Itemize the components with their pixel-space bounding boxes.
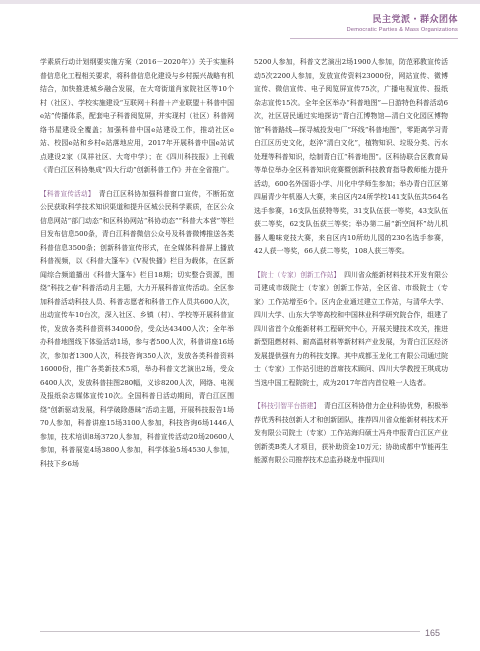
running-header [347, 12, 458, 33]
section-body: 青白江区科协借力企业科协优势，积极举荐优秀科技创新人才和创新团队，推荐四川省众能新材料技术开发有限公司院士（专家）工作站海归硕士冯舟申报青白江区产业创新类B类人才项目，获补助资金10万元；协助成都中节能再生能源有限公司推荐技术总监孙晓龙申报四川 [254, 402, 449, 464]
paragraph: 学素质行动计划纲要实施方案（2016－2020年）》关于实施科普信息化工程相关要求，将科普信息化建设与乡村振兴战略有机结合，加快推进城乡融合发展，在大弯街道肖家院社区等10个村（社区）、学校实施建设“互联网＋科普＋产业联盟＋科普中国e站”传播体系，配套电子科普阅览屏，并实现村（社区）科普网络书屋建设全覆盖；加强科普中国e站建设工作，推动社区e站、校园e站和乡村e站落地应用，2017年开展科普中国e站试点建设2家（凤祥社区、大弯中学）；在《四川科技报》上刊载《青白江区科协集成“四大行动”创新科普工作》并在全省推广。 [40, 58, 234, 174]
right-column [254, 56, 448, 468]
header-divider [290, 38, 458, 39]
section-heading: 【院士（专家）创新工作站】 [254, 270, 341, 279]
section-title: 民主党派・群众团体 [372, 15, 458, 25]
section-academician-workstation [254, 269, 448, 391]
section-body: 青白江区科协加强科普窗口宣传，不断拓宽公民获取科学技术知识渠道和提升区城公民科学素质，在区公众信息网站“部门动态”和区科协网站“科协动态”“科普大本营”等栏目发布信息500条，青白江科普微信公众号及科普微博推送各类科普信息3500条；创新科普宣传形式，在全媒体科普屏上播放科普视频，以《科普大篷车》《V视快播》栏目为载体，在区新闻综合频道播出《科普大篷车》栏目18期；切实整合资源，围绕“科技之春”科普活动月主题，大力开展科普宣传活动。全区参加科普活动科技人员、科普志愿者和科普工作人员共600人次，出动宣传车10台次，深入社区、乡镇（村）、学校等开展科普宣传，发放各类科普资料34000份，受众达43400人次；全年举办科普地图线下体验活动1场，参与者500人次，科普讲座16场次，参加者1300人次，科技咨询350人次，发放各类科普资料16000份，推广各类新技术5项，举办科普文艺演出2场，受众6400人次，发放科普挂图280幅，义诊8200人次，网络、电视及报纸杂志媒体宣传10次。全国科普日活动期间，青白江区围绕“创新驱动发展，科学破除愚昧”活动主题，开展科技报告1场70人参加，科普讲座15场3100人参加，科技咨询6场1446人参加，技术培训8场3720人参加，科普宣传活动20场20600人参加，科普展览4场3800人参加，科学体验5场4530人参加，科技下乡6场 [40, 189, 235, 468]
left-column [40, 56, 234, 471]
page-number: 165 [424, 628, 440, 638]
paragraph: 5200人参加，科普文艺演出2场1900人参加，防范邪教宣传活动5次2200人参加，发放宣传资料23000份，网站宣传、微博宣传、微信宣传、电子阅览屏宣传75次，广播电视宣传、报纸杂志宣传15次。全年全区举办“科普地图”—日游特色科普活动6次，社区居民通过实地探访“青白江博物馆—清白文化园区博物馆”科普路线—探寻城投发电厂”环线“科普地图”，零距离学习青白江区历史文化，赵淬“清白文化”，植物知识、垃圾分类、污水处理等科普知识，绘制青白江“科普地图”。区科协联合区教育局等单位举办全区科普知识竞赛暨创新科技教育指导教师能力提升活动，600名外国语小学、川化中学师生参加；举办青白江区第四届青少年机器人大赛，来自区内24所学校141支队伍共564名选手参赛，16支队伍获特等奖，31支队伍获一等奖，43支队伍获二等奖，62支队伍获三等奖；举办第二届“新空间杯”幼儿机器人趣味竞技大赛，来自区内10所幼儿园的230名选手参赛，42人获一等奖，66人获二等奖，108人获三等奖。 [254, 58, 448, 255]
section-heading: 【科技引智平台搭建】 [254, 402, 320, 410]
footer-divider [40, 631, 420, 632]
section-heading: 【科普宣传活动】 [40, 189, 95, 198]
section-talent-platform [254, 400, 448, 468]
section-science-publicity [40, 188, 234, 472]
header-top-band [0, 0, 480, 4]
section-body: 四川省众能新材料技术开发有限公司建成市级院士（专家）创新工作站，全区省、市级院士（专家）工作站增至6个。区内企业通过建立工作站，与清华大学、四川大学、山东大学等高校和中国林业科学研究院合作，组建了四川省首个众能新材料工程研究中心，开展关键技术攻关，推进新型阻燃材料、耐高温材料等新材料产业发展，为青白江区经济发展提供强有力的科技支撑。其中成都玉龙化工有限公司通过院士（专家）工作站引进的首席技术顾问、四川大学教授王琪成功当选中国工程院院士，成为2017年首内首位唯一人选者。 [254, 270, 449, 387]
section-title-english: Democratic Parties & Mass Organizations [346, 27, 458, 33]
